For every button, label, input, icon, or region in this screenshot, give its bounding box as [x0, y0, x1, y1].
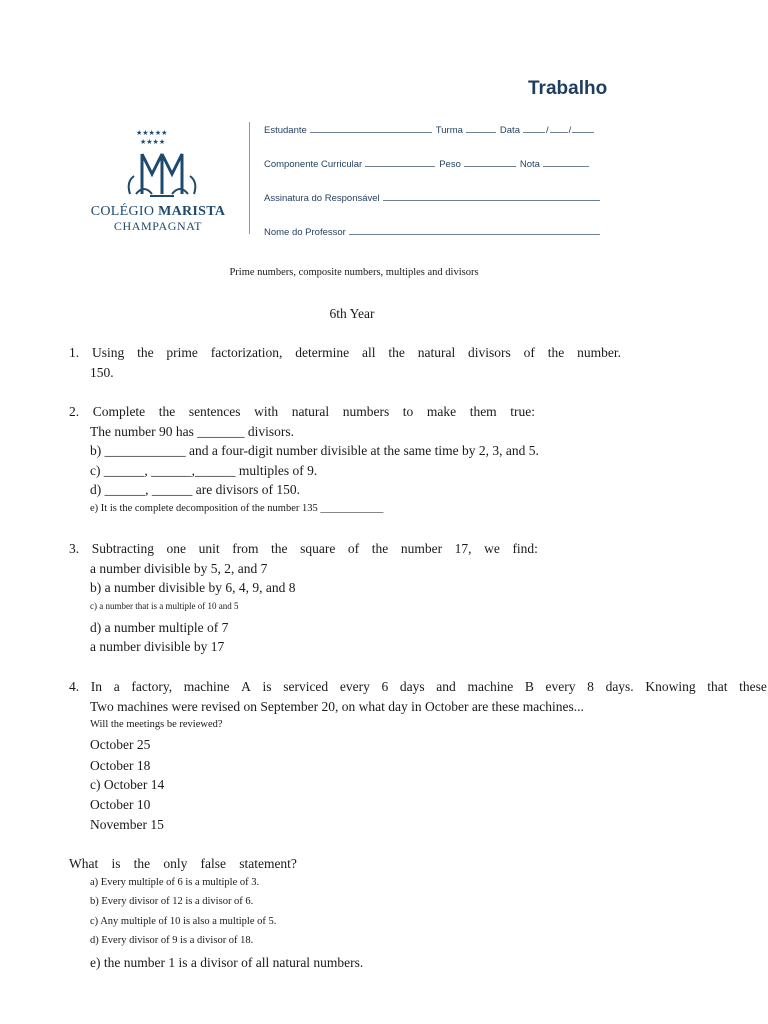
- date-day-field[interactable]: [523, 123, 545, 133]
- question-3-item-b: b) a number divisible by 6, 4, 9, and 8: [90, 580, 296, 595]
- header-divider: [249, 122, 250, 234]
- date-separator: /: [545, 125, 549, 136]
- question-3-item-c: c) a number that is a multiple of 10 and 5: [90, 601, 239, 611]
- word: 17,: [454, 541, 472, 556]
- svg-text:★★★★: ★★★★: [140, 138, 166, 146]
- word: prime: [166, 345, 198, 360]
- word: natural: [417, 345, 456, 360]
- word: these: [739, 679, 767, 694]
- question-4-option: October 25: [90, 737, 151, 752]
- word: the: [371, 541, 389, 556]
- word: all: [362, 345, 376, 360]
- grade-field[interactable]: [543, 157, 589, 167]
- word: with: [254, 404, 279, 419]
- word: number: [400, 541, 443, 556]
- signature-field[interactable]: [383, 191, 600, 201]
- signature-label: Assinatura do Responsável: [264, 193, 380, 204]
- word: true:: [510, 404, 535, 419]
- weight-field[interactable]: [464, 157, 516, 167]
- svg-text:★★★★★: ★★★★★: [136, 129, 168, 137]
- word: the: [271, 541, 288, 556]
- word: make: [426, 404, 457, 419]
- word: 1.: [69, 345, 80, 360]
- word: the: [137, 345, 154, 360]
- word: of: [523, 345, 535, 360]
- word: What: [69, 856, 99, 871]
- question-5-prompt: [69, 856, 297, 872]
- class-label: Turma: [435, 125, 463, 136]
- word: of: [347, 541, 360, 556]
- question-4-line-2: Two machines were revised on September 20, on what day in October are these machines...: [90, 699, 584, 714]
- word: that: [707, 679, 728, 694]
- word: 2.: [69, 404, 80, 419]
- word: 3.: [69, 541, 80, 556]
- word: false: [200, 856, 227, 871]
- word: factorization,: [210, 345, 283, 360]
- form-row-component: [264, 157, 593, 170]
- word: numbers: [342, 404, 390, 419]
- question-2-item-c: c) ______, ______,______ multiples of 9.: [90, 463, 318, 478]
- word: In: [90, 679, 103, 694]
- word: sentences: [188, 404, 241, 419]
- question-5-item-c: c) Any multiple of 10 is also a multiple of 5.: [90, 916, 277, 927]
- date-year-field[interactable]: [572, 123, 594, 133]
- word: natural: [291, 404, 330, 419]
- word: to: [402, 404, 414, 419]
- word: a: [113, 679, 120, 694]
- word: every: [545, 679, 576, 694]
- class-field[interactable]: [466, 123, 496, 133]
- question-4-line-3: Will the meetings be reviewed?: [90, 719, 223, 730]
- question-2-item-a: The number 90 has _______ divisors.: [90, 424, 294, 439]
- document-type-title: Trabalho: [528, 78, 608, 99]
- word: is: [262, 679, 272, 694]
- question-3-item-a: a number divisible by 5, 2, and 7: [90, 561, 268, 576]
- word: them: [469, 404, 497, 419]
- word: the: [547, 345, 565, 360]
- question-5-item-d: d) Every divisor of 9 is a divisor of 18.: [90, 935, 254, 946]
- school-year: 6th Year: [329, 306, 375, 321]
- word: factory,: [131, 679, 173, 694]
- word: we: [484, 541, 500, 556]
- word: square: [300, 541, 336, 556]
- question-1-line-1: [69, 345, 621, 361]
- word: only: [163, 856, 188, 871]
- word: unit: [198, 541, 220, 556]
- word: number.: [577, 345, 621, 360]
- word: statement?: [239, 856, 297, 871]
- weight-label: Peso: [439, 159, 461, 170]
- question-5-item-a: a) Every multiple of 6 is a multiple of 3.: [90, 877, 260, 888]
- student-label: Estudante: [264, 125, 307, 136]
- question-3-item-d: d) a number multiple of 7: [90, 620, 229, 635]
- date-separator: /: [568, 125, 572, 136]
- word: Knowing: [645, 679, 696, 694]
- question-4-option: October 18: [90, 758, 151, 773]
- question-4-line-1: [69, 679, 767, 695]
- word: B: [524, 679, 534, 694]
- word: every: [339, 679, 370, 694]
- question-2-item-b: b) ____________ and a four-digit number divisible at the same time by 2, 3, and 5.: [90, 443, 539, 458]
- word: 6: [381, 679, 389, 694]
- word: serviced: [283, 679, 329, 694]
- word: Using: [91, 345, 125, 360]
- worksheet-subtitle: Prime numbers, composite numbers, multiples and divisors: [229, 267, 479, 278]
- question-4-option: October 10: [90, 797, 151, 812]
- form-row-signature: [264, 191, 604, 204]
- question-4-option: c) October 14: [90, 777, 165, 792]
- word: from: [232, 541, 259, 556]
- form-row-student: [264, 123, 598, 136]
- word: days.: [605, 679, 634, 694]
- word: Subtracting: [91, 541, 154, 556]
- question-5-item-e: e) the number 1 is a divisor of all natural numbers.: [90, 955, 364, 970]
- word: the: [133, 856, 151, 871]
- word: 8: [587, 679, 594, 694]
- form-row-teacher: [264, 225, 604, 238]
- word: A: [241, 679, 251, 694]
- component-label: Componente Curricular: [264, 159, 363, 170]
- word: is: [111, 856, 121, 871]
- word: the: [388, 345, 405, 360]
- date-month-field[interactable]: [550, 123, 568, 133]
- question-2-item-d: d) ______, ______ are divisors of 150.: [90, 482, 300, 497]
- school-name: COLÉGIO MARISTA: [90, 204, 226, 219]
- word: find:: [512, 541, 538, 556]
- school-subname: CHAMPAGNAT: [113, 219, 203, 233]
- grade-label: Nota: [519, 159, 540, 170]
- date-label: Data: [499, 125, 520, 136]
- word: determine: [295, 345, 350, 360]
- word: one: [166, 541, 187, 556]
- word: machine: [183, 679, 230, 694]
- student-field[interactable]: [310, 123, 432, 133]
- word: machine: [467, 679, 514, 694]
- question-2-item-e: e) It is the complete decomposition of the number 135 ____________: [90, 503, 384, 514]
- word: 4.: [69, 679, 80, 694]
- word: divisors: [468, 345, 511, 360]
- word: Complete: [92, 404, 146, 419]
- word: and: [436, 679, 456, 694]
- component-field[interactable]: [365, 157, 435, 167]
- question-1-line-2: 150.: [90, 365, 114, 380]
- question-2-prompt: [69, 404, 535, 420]
- teacher-field[interactable]: [349, 225, 600, 235]
- question-3-prompt: [69, 541, 538, 557]
- teacher-label: Nome do Professor: [264, 227, 346, 238]
- question-4-option: November 15: [90, 817, 164, 832]
- question-5-item-b: b) Every divisor of 12 is a divisor of 6.: [90, 896, 254, 907]
- question-3-item-e: a number divisible by 17: [90, 639, 225, 654]
- word: days: [399, 679, 425, 694]
- word: the: [158, 404, 176, 419]
